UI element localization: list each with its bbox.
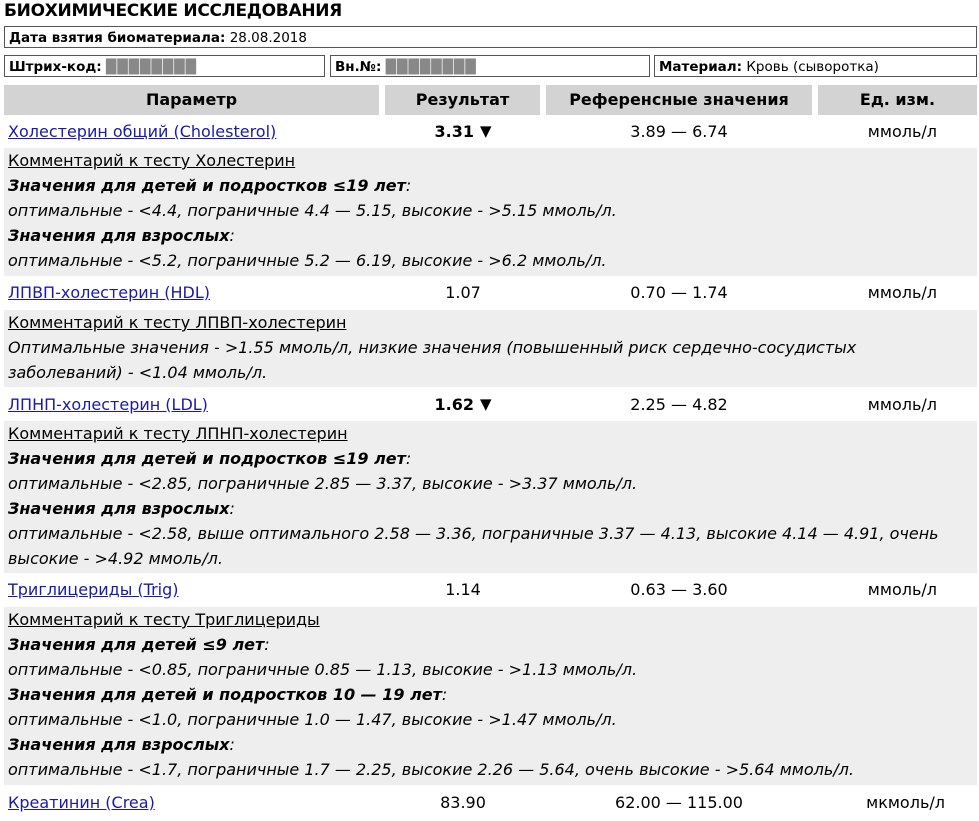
reference-range: 62.00 — 115.00 [615,792,743,812]
column-header-unit: Ед. изм. [818,85,977,115]
comment-text: оптимальные - <2.58, выше оптимального 2.58 — 3.36, пограничные 3.37 — 4.13, высокие 4.14 — 4.91, очень [8,524,939,543]
comment-text: оптимальные - <5.2, пограничные 5.2 — 6.19, высокие - >6.2 ммоль/л. [8,251,607,270]
barcode-value: ████████ [105,59,198,75]
comment-ldl [4,421,977,573]
comment-text: оптимальные - <2.85, пограничные 2.85 — 3.37, высокие - >3.37 ммоль/л. [8,474,638,493]
barcode-box [4,55,325,77]
comment-heading: Значения для детей и подростков ≤19 лет [8,176,406,195]
reference-range: 0.70 — 1.74 [630,282,728,302]
comment-title: Комментарий к тесту ЛПВП-холестерин [8,313,347,332]
column-header-result: Результат [385,85,540,115]
unit: ммоль/л [867,394,937,414]
sample-date-label: Дата взятия биоматериала: [9,30,226,46]
comment-text: оптимальные - <0.85, пограничные 0.85 — 1.13, высокие - >1.13 ммоль/л. [8,660,638,679]
result-value: 83.90 [440,792,486,812]
comment-hdl [4,310,977,387]
parameter-link-triglycerides[interactable]: Триглицериды (Trig) [8,579,179,599]
material-box [654,55,977,77]
comment-heading: Значения для детей и подростков ≤19 лет [8,449,406,468]
comment-heading: Значения для детей ≤9 лет [8,635,265,654]
comment-text: : [405,176,412,195]
parameter-link-creatinine[interactable]: Креатинин (Crea) [8,792,155,812]
comment-text: заболеваний) - <1.04 ммоль/л. [8,363,268,382]
comment-text: высокие - >4.92 ммоль/л. [8,549,223,568]
ext-number-value: ████████ [385,59,477,75]
comment-triglycerides [4,607,977,785]
ext-number-box [330,55,650,77]
table-row [4,117,977,145]
comment-title: Комментарий к тесту ЛПНП-холестерин [8,424,348,443]
comment-cholesterol [4,148,977,276]
result-value: 3.31 [434,121,474,141]
column-header-reference: Референсные значения [546,85,812,115]
comment-text: Оптимальные значения - >1.55 ммоль/л, низкие значения (повышенный риск сердечно-сосудистых [8,338,857,357]
comment-text: : [229,499,235,518]
low-flag-icon: ▼ [479,122,492,140]
table-row [4,390,977,418]
material-value: Кровь (сыворотка) [746,59,879,75]
unit: ммоль/л [867,121,937,141]
result-value: 1.14 [445,579,481,599]
comment-heading: Значения для взрослых [8,499,230,518]
unit: ммоль/л [867,579,937,599]
reference-range: 3.89 — 6.74 [630,121,728,141]
comment-heading: Значения для взрослых [8,735,230,754]
sample-date-box [4,26,977,48]
comment-text: оптимальные - <4.4, пограничные 4.4 — 5.15, высокие - >5.15 ммоль/л. [8,201,617,220]
unit: мкмоль/л [866,792,945,812]
table-row [4,788,977,816]
comment-heading: Значения для детей и подростков 10 — 19 лет [8,685,442,704]
report-title: БИОХИМИЧЕСКИЕ ИССЛЕДОВАНИЯ [4,1,342,21]
result-value: 1.62 [434,394,474,414]
sample-date-value: 28.08.2018 [229,30,307,46]
reference-range: 0.63 — 3.60 [630,579,728,599]
comment-text: : [405,449,412,468]
parameter-link-hdl[interactable]: ЛПВП-холестерин (HDL) [8,282,210,302]
ext-number-label: Вн.№: [335,59,382,75]
column-header-parameter: Параметр [4,85,379,115]
low-flag-icon: ▼ [479,395,492,413]
parameter-link-ldl[interactable]: ЛПНП-холестерин (LDL) [8,394,208,414]
comment-text: : [229,735,235,754]
comment-title: Комментарий к тесту Холестерин [8,151,296,170]
unit: ммоль/л [867,282,937,302]
table-row [4,278,977,306]
material-label: Материал: [659,59,743,75]
result-value: 1.07 [445,282,481,302]
table-row [4,575,977,603]
comment-text: : [264,635,270,654]
parameter-link-cholesterol[interactable]: Холестерин общий (Cholesterol) [8,121,277,141]
comment-heading: Значения для взрослых [8,226,230,245]
comment-text: : [229,226,235,245]
comment-text: оптимальные - <1.7, пограничные 1.7 — 2.25, высокие 2.26 — 5.64, очень высокие - >5.64 ммоль/л. [8,760,854,779]
comment-text: оптимальные - <1.0, пограничные 1.0 — 1.47, высокие - >1.47 ммоль/л. [8,710,617,729]
comment-text: : [441,685,448,704]
barcode-label: Штрих-код: [9,59,102,75]
reference-range: 2.25 — 4.82 [630,394,728,414]
comment-title: Комментарий к тесту Триглицериды [8,610,320,629]
